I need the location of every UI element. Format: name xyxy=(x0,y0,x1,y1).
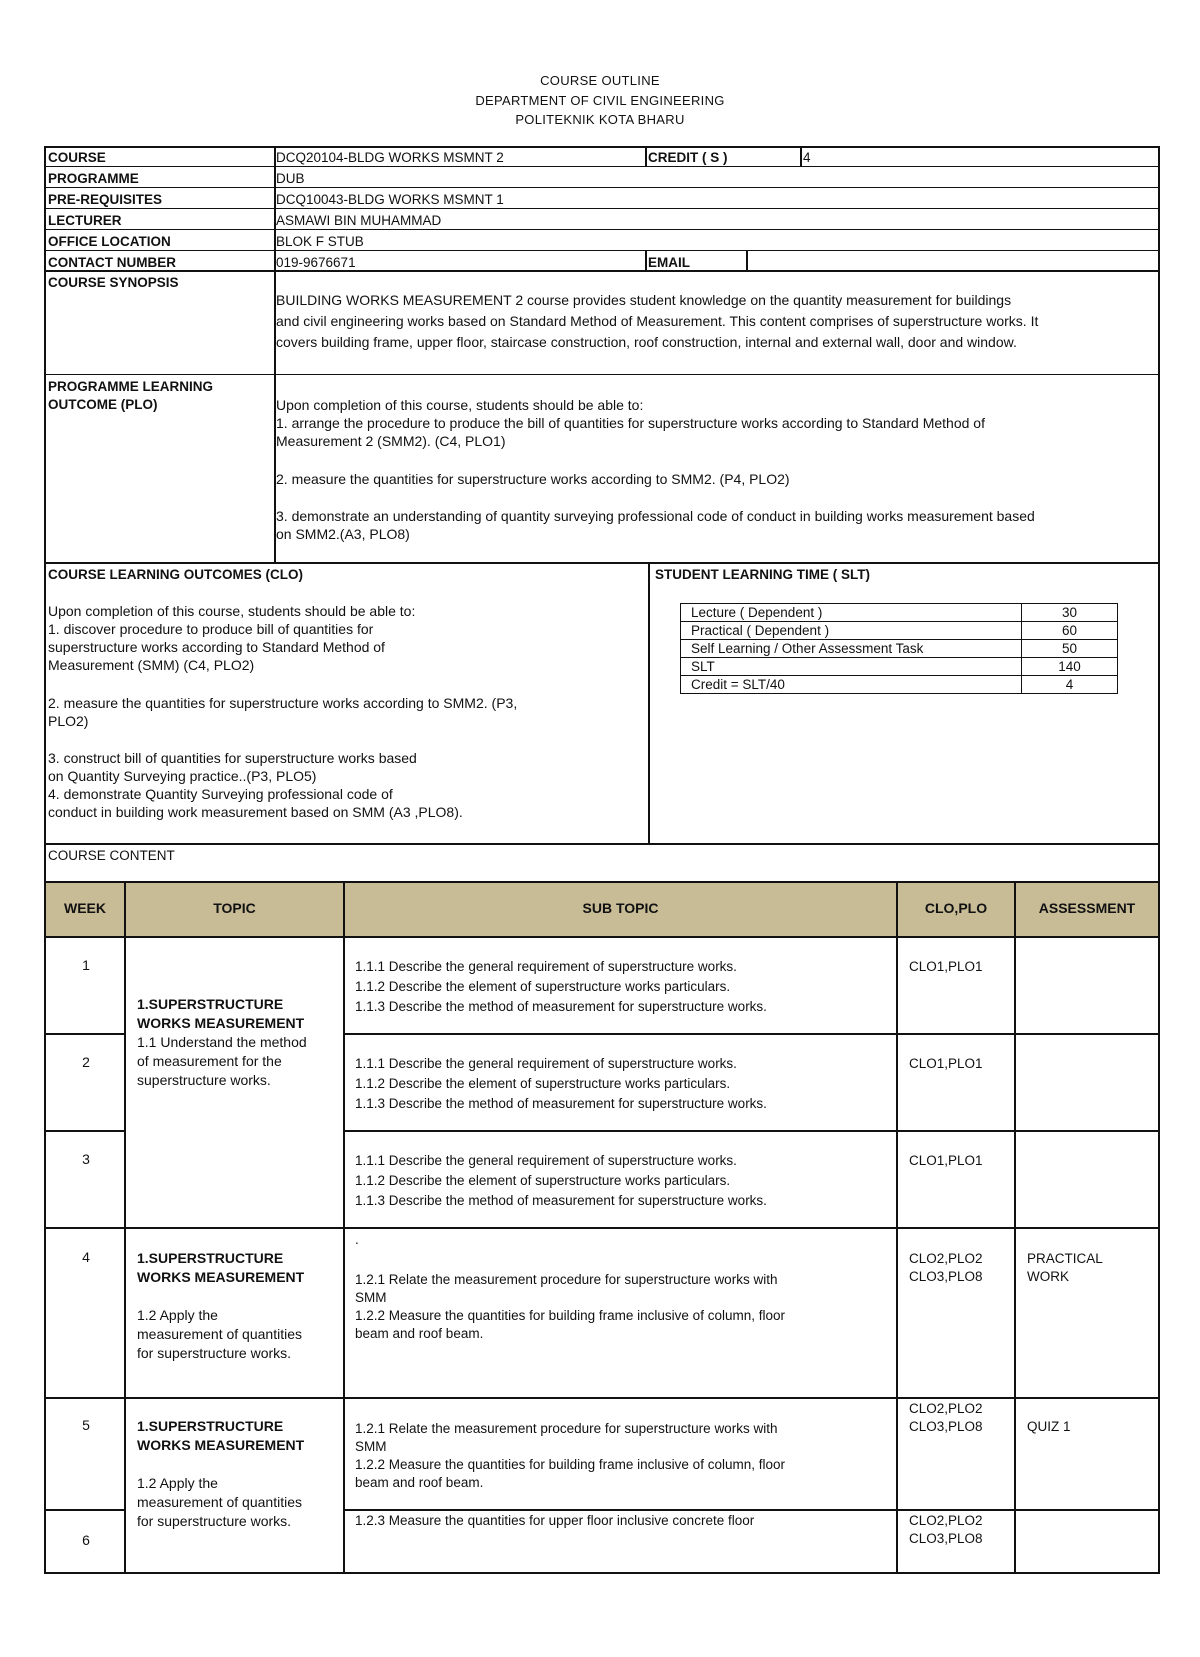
clo-plo-week-5b: CLO3,PLO8 xyxy=(909,1419,983,1434)
office-label: OFFICE LOCATION xyxy=(48,234,171,249)
topic-3-desc-c: for superstructure works. xyxy=(137,1513,292,1529)
doc-title: COURSE OUTLINE xyxy=(540,73,660,88)
credit-label: CREDIT ( S ) xyxy=(648,150,728,165)
slt-row-value: 50 xyxy=(1022,640,1118,658)
synopsis-line-1: BUILDING WORKS MEASUREMENT 2 course provides student knowledge on the quantity measurement for buildings xyxy=(276,292,1012,308)
institution-title: POLITEKNIK KOTA BHARU xyxy=(515,112,685,127)
topic-1-title-b: WORKS MEASUREMENT xyxy=(137,1015,305,1031)
week-number: 6 xyxy=(82,1532,90,1548)
programme-label: PROGRAMME xyxy=(48,171,139,186)
plo-item-3a: 3. demonstrate an understanding of quantity surveying professional code of conduct in building works measurement based xyxy=(276,508,1035,524)
subtopic-1-1-2: 1.1.2 Describe the element of superstructure works particulars. xyxy=(355,1076,731,1091)
subtopic-1-2-3: 1.2.3 Measure the quantities for upper floor inclusive concrete floor xyxy=(355,1513,755,1528)
subtopic-1-2-1a: 1.2.1 Relate the measurement procedure for superstructure works with xyxy=(355,1421,778,1436)
subtopic-dot: . xyxy=(355,1232,359,1247)
prereq-label: PRE-REQUISITES xyxy=(48,192,163,207)
topic-1-desc-a: 1.1 Understand the method xyxy=(137,1034,307,1050)
synopsis-label: COURSE SYNOPSIS xyxy=(48,275,179,290)
clo-line-6: 3. construct bill of quantities for superstructure works based xyxy=(48,750,417,766)
subtopic-1-1-1: 1.1.1 Describe the general requirement of superstructure works. xyxy=(355,1153,737,1168)
credit-value: 4 xyxy=(803,150,811,165)
assessment-week-4b: WORK xyxy=(1027,1269,1069,1284)
topic-3-desc-a: 1.2 Apply the xyxy=(137,1475,218,1491)
clo-plo-week-2: CLO1,PLO1 xyxy=(909,1056,983,1071)
week-number: 4 xyxy=(82,1249,90,1265)
clo-line-3: Measurement (SMM) (C4, PLO2) xyxy=(48,657,255,673)
th-topic: TOPIC xyxy=(213,900,256,916)
clo-line-1: 1. discover procedure to produce bill of quantities for xyxy=(48,621,374,637)
topic-2-desc-a: 1.2 Apply the xyxy=(137,1307,218,1323)
clo-plo-week-6a: CLO2,PLO2 xyxy=(909,1513,983,1528)
th-week: WEEK xyxy=(64,900,106,916)
slt-row xyxy=(681,658,1118,676)
slt-row-name: Practical ( Dependent ) xyxy=(681,622,1022,640)
week-number: 5 xyxy=(82,1417,90,1433)
slt-row xyxy=(681,640,1118,658)
slt-row xyxy=(681,676,1118,694)
slt-row-name: Self Learning / Other Assessment Task xyxy=(681,640,1022,658)
info-table xyxy=(44,146,1160,272)
synopsis-line-2: and civil engineering works based on Standard Method of Measurement. This content comprises of superstructure works. It xyxy=(276,313,1039,329)
week-number: 1 xyxy=(82,957,90,973)
topic-3-desc-b: measurement of quantities xyxy=(137,1494,302,1510)
clo-intro: Upon completion of this course, students should be able to: xyxy=(48,603,416,619)
subtopic-1-2-2a: 1.2.2 Measure the quantities for building frame inclusive of column, floor xyxy=(355,1457,785,1472)
subtopic-1-1-3: 1.1.3 Describe the method of measurement for superstructure works. xyxy=(355,1193,767,1208)
topic-2-desc-b: measurement of quantities xyxy=(137,1326,302,1342)
subtopic-1-2-2a: 1.2.2 Measure the quantities for building frame inclusive of column, floor xyxy=(355,1308,785,1323)
plo-label-1: PROGRAMME LEARNING xyxy=(48,379,213,394)
topic-1-desc-b: of measurement for the xyxy=(137,1053,282,1069)
th-clo-plo: CLO,PLO xyxy=(924,900,988,916)
th-sub-topic: SUB TOPIC xyxy=(582,900,659,916)
slt-label: STUDENT LEARNING TIME ( SLT) xyxy=(655,567,870,582)
office-value: BLOK F STUB xyxy=(276,234,364,249)
topic-3-title-b: WORKS MEASUREMENT xyxy=(137,1437,305,1453)
topic-1-desc-c: superstructure works. xyxy=(137,1072,271,1088)
topic-2-title-b: WORKS MEASUREMENT xyxy=(137,1269,305,1285)
clo-line-8: 4. demonstrate Quantity Surveying professional code of xyxy=(48,786,393,802)
clo-line-2: superstructure works according to Standard Method of xyxy=(48,639,385,655)
clo-line-4: 2. measure the quantities for superstructure works according to SMM2. (P3, xyxy=(48,695,518,711)
subtopic-1-2-2b: beam and roof beam. xyxy=(355,1475,484,1490)
course-label: COURSE xyxy=(48,150,106,165)
topic-3-title-a: 1.SUPERSTRUCTURE xyxy=(137,1418,284,1434)
slt-row xyxy=(681,622,1118,640)
plo-item-3b: on SMM2.(A3, PLO8) xyxy=(276,526,410,542)
slt-row-value: 4 xyxy=(1022,676,1118,694)
subtopic-1-2-1a: 1.2.1 Relate the measurement procedure for superstructure works with xyxy=(355,1272,778,1287)
week-number: 2 xyxy=(82,1054,90,1070)
plo-item-2: 2. measure the quantities for superstructure works according to SMM2. (P4, PLO2) xyxy=(276,471,790,487)
plo-intro: Upon completion of this course, students should be able to: xyxy=(276,397,644,413)
subtopic-1-1-3: 1.1.3 Describe the method of measurement for superstructure works. xyxy=(355,999,767,1014)
lecturer-value: ASMAWI BIN MUHAMMAD xyxy=(276,213,442,228)
plo-item-1a: 1. arrange the procedure to produce the bill of quantities for superstructure works according to Standard Method of xyxy=(276,415,985,431)
slt-row-value: 140 xyxy=(1022,658,1118,676)
contact-value: 019-9676671 xyxy=(276,255,356,270)
course-value: DCQ20104-BLDG WORKS MSMNT 2 xyxy=(276,150,504,165)
slt-row-name: Credit = SLT/40 xyxy=(681,676,1022,694)
clo-line-7: on Quantity Surveying practice..(P3, PLO5) xyxy=(48,768,317,784)
clo-plo-week-5a: CLO2,PLO2 xyxy=(909,1401,983,1416)
assessment-week-4a: PRACTICAL xyxy=(1027,1251,1103,1266)
department-title: DEPARTMENT OF CIVIL ENGINEERING xyxy=(475,93,725,108)
clo-plo-week-1: CLO1,PLO1 xyxy=(909,959,983,974)
clo-plo-week-4b: CLO3,PLO8 xyxy=(909,1269,983,1284)
clo-plo-week-4a: CLO2,PLO2 xyxy=(909,1251,983,1266)
plo-label-2: OUTCOME (PLO) xyxy=(48,397,158,412)
clo-label: COURSE LEARNING OUTCOMES (CLO) xyxy=(48,567,303,582)
prereq-value: DCQ10043-BLDG WORKS MSMNT 1 xyxy=(276,192,504,207)
email-label: EMAIL xyxy=(648,255,690,270)
week-number: 3 xyxy=(82,1151,90,1167)
subtopic-1-2-2b: beam and roof beam. xyxy=(355,1326,484,1341)
contact-label: CONTACT NUMBER xyxy=(48,255,176,270)
subtopic-1-1-3: 1.1.3 Describe the method of measurement for superstructure works. xyxy=(355,1096,767,1111)
slt-row-name: Lecture ( Dependent ) xyxy=(681,604,1022,622)
subtopic-1-1-2: 1.1.2 Describe the element of superstructure works particulars. xyxy=(355,979,731,994)
clo-plo-week-3: CLO1,PLO1 xyxy=(909,1153,983,1168)
subtopic-1-1-1: 1.1.1 Describe the general requirement of superstructure works. xyxy=(355,1056,737,1071)
topic-1-title-a: 1.SUPERSTRUCTURE xyxy=(137,996,284,1012)
slt-table xyxy=(680,603,1118,694)
slt-row-value: 60 xyxy=(1022,622,1118,640)
slt-row-name: SLT xyxy=(681,658,1022,676)
synopsis-line-3: covers building frame, upper floor, staircase construction, roof construction, internal and external wall, door and window. xyxy=(276,334,1017,350)
clo-line-9: conduct in building work measurement based on SMM (A3 ,PLO8). xyxy=(48,804,463,820)
th-assessment: ASSESSMENT xyxy=(1038,900,1136,916)
plo-item-1b: Measurement 2 (SMM2). (C4, PLO1) xyxy=(276,433,506,449)
subtopic-1-1-2: 1.1.2 Describe the element of superstructure works particulars. xyxy=(355,1173,731,1188)
clo-line-5: PLO2) xyxy=(48,713,89,729)
clo-plo-week-6b: CLO3,PLO8 xyxy=(909,1531,983,1546)
topic-2-desc-c: for superstructure works. xyxy=(137,1345,292,1361)
subtopic-1-2-1b: SMM xyxy=(355,1290,387,1305)
subtopic-1-2-1b: SMM xyxy=(355,1439,387,1454)
programme-value: DUB xyxy=(276,171,305,186)
lecturer-label: LECTURER xyxy=(48,213,122,228)
slt-row-value: 30 xyxy=(1022,604,1118,622)
assessment-week-5: QUIZ 1 xyxy=(1027,1419,1071,1434)
topic-2-title-a: 1.SUPERSTRUCTURE xyxy=(137,1250,284,1266)
subtopic-1-1-1: 1.1.1 Describe the general requirement of superstructure works. xyxy=(355,959,737,974)
course-content-label: COURSE CONTENT xyxy=(48,848,175,863)
slt-row xyxy=(681,604,1118,622)
